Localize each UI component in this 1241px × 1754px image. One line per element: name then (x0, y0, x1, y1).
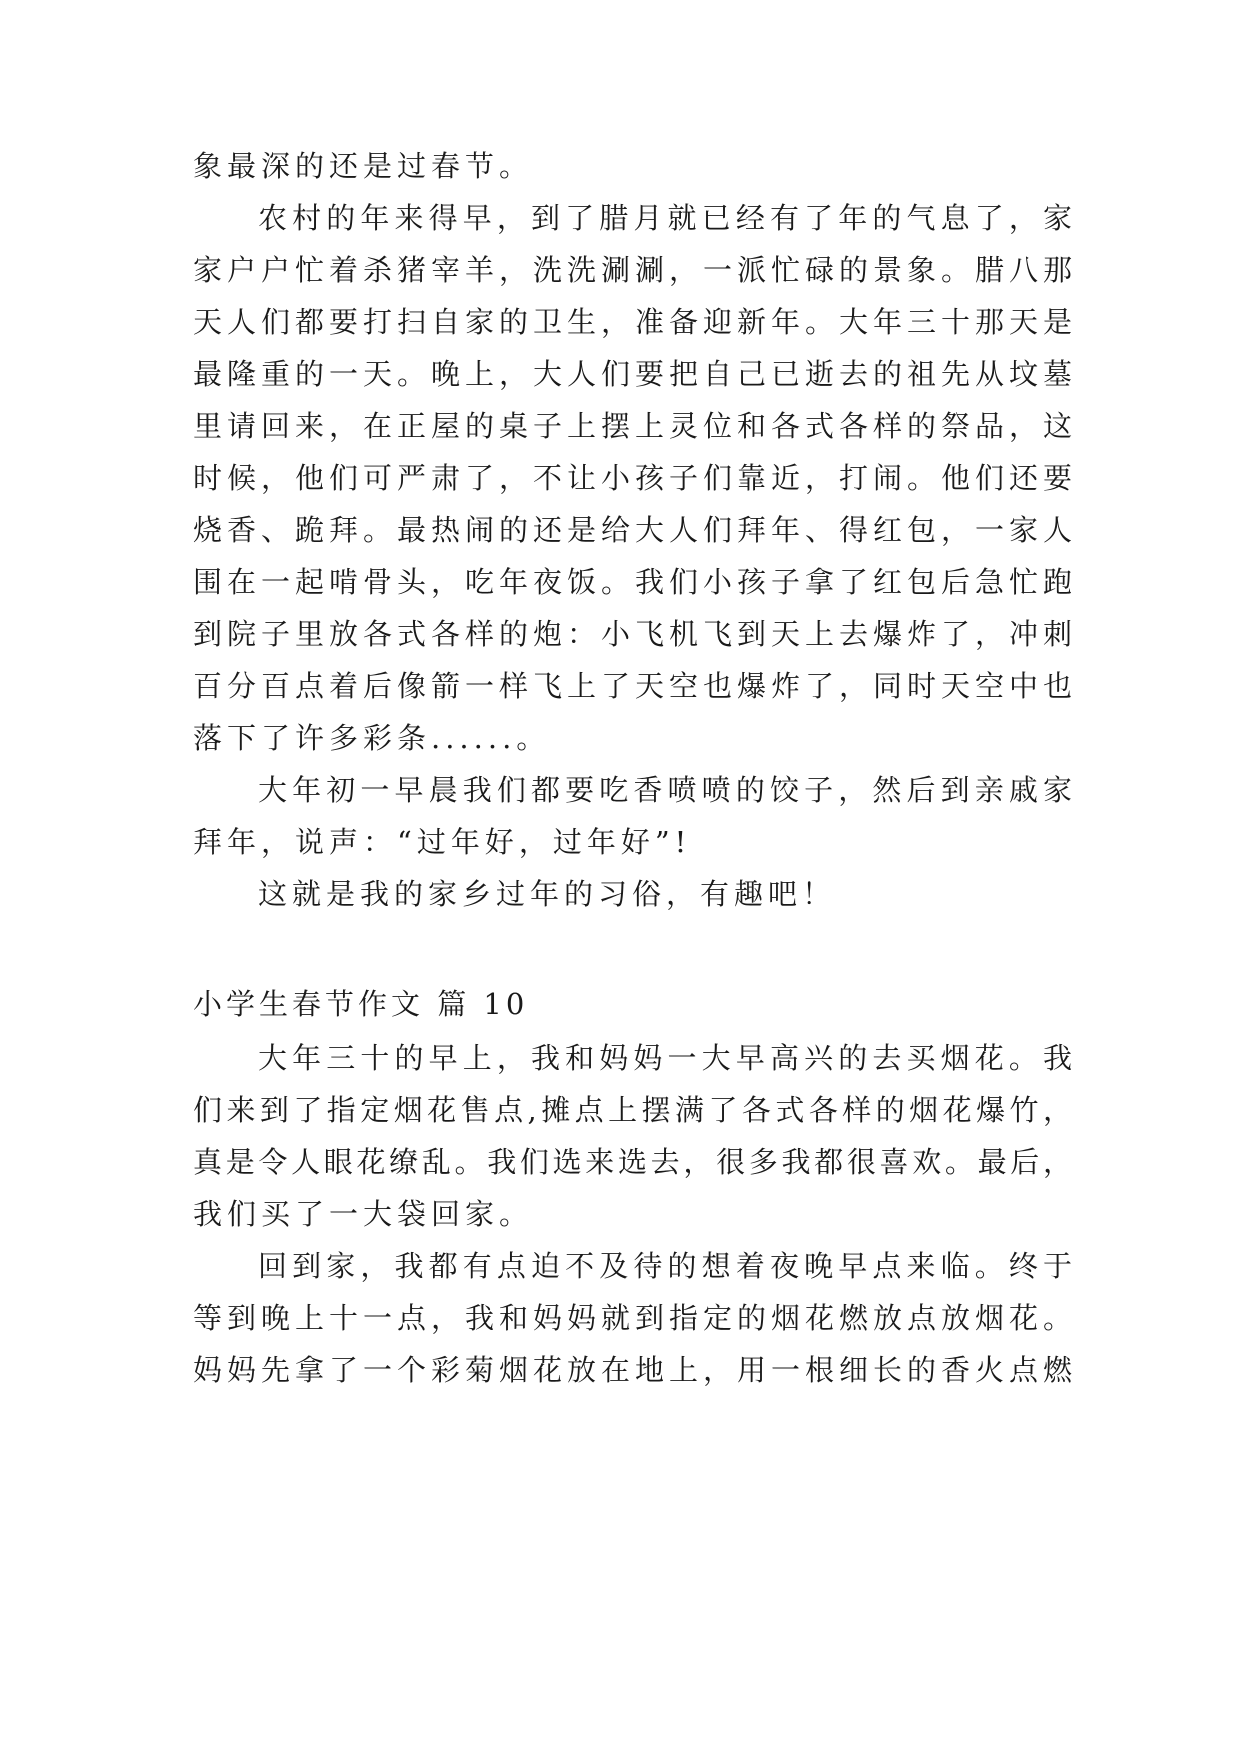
text-line: 我们买了一大袋回家。 (193, 1197, 534, 1231)
text-line: 这就是我的家乡过年的习俗，有趣吧！ (258, 877, 837, 911)
text-line: 围在一起啃骨头，吃年夜饭。我们小孩子拿了红包后急忙跑 (193, 565, 1073, 599)
text-line: 等到晚上十一点，我和妈妈就到指定的烟花燃放点放烟花。 (193, 1301, 1073, 1335)
text-line: 百分百点着后像箭一样飞上了天空也爆炸了，同时天空中也 (193, 669, 1073, 703)
text-line: 到院子里放各式各样的炮：小飞机飞到天上去爆炸了，冲刺 (193, 617, 1073, 651)
text-line: 真是令人眼花缭乱。我们选来选去，很多我都很喜欢。最后， (193, 1145, 1073, 1179)
text-line: 农村的年来得早，到了腊月就已经有了年的气息了，家 (258, 201, 1073, 235)
text-line: 里请回来，在正屋的桌子上摆上灵位和各式各样的祭品，这 (193, 409, 1073, 443)
text-line: 象最深的还是过春节。 (193, 149, 534, 183)
text-line: 家户户忙着杀猪宰羊，洗洗涮涮，一派忙碌的景象。腊八那 (193, 253, 1073, 287)
text-line: 大年三十的早上，我和妈妈一大早高兴的去买烟花。我 (258, 1041, 1073, 1075)
text-line: 烧香、跪拜。最热闹的还是给大人们拜年、得红包，一家人 (193, 513, 1073, 547)
text-line: 大年初一早晨我们都要吃香喷喷的饺子，然后到亲戚家 (258, 773, 1073, 807)
section-heading: 小学生春节作文 篇 10 (193, 987, 529, 1021)
text-line: 时候，他们可严肃了，不让小孩子们靠近，打闹。他们还要 (193, 461, 1073, 495)
text-line: 最隆重的一天。晚上，大人们要把自己已逝去的祖先从坟墓 (193, 357, 1073, 391)
text-line: 天人们都要打扫自家的卫生，准备迎新年。大年三十那天是 (193, 305, 1073, 339)
text-line: 拜年，说声：“过年好，过年好”! (193, 825, 692, 859)
text-line: 妈妈先拿了一个彩菊烟花放在地上，用一根细长的香火点燃 (193, 1353, 1073, 1387)
text-line: 落下了许多彩条......。 (193, 721, 551, 755)
text-line: 回到家，我都有点迫不及待的想着夜晚早点来临。终于 (258, 1249, 1073, 1283)
text-line: 们来到了指定烟花售点,摊点上摆满了各式各样的烟花爆竹， (193, 1093, 1073, 1127)
